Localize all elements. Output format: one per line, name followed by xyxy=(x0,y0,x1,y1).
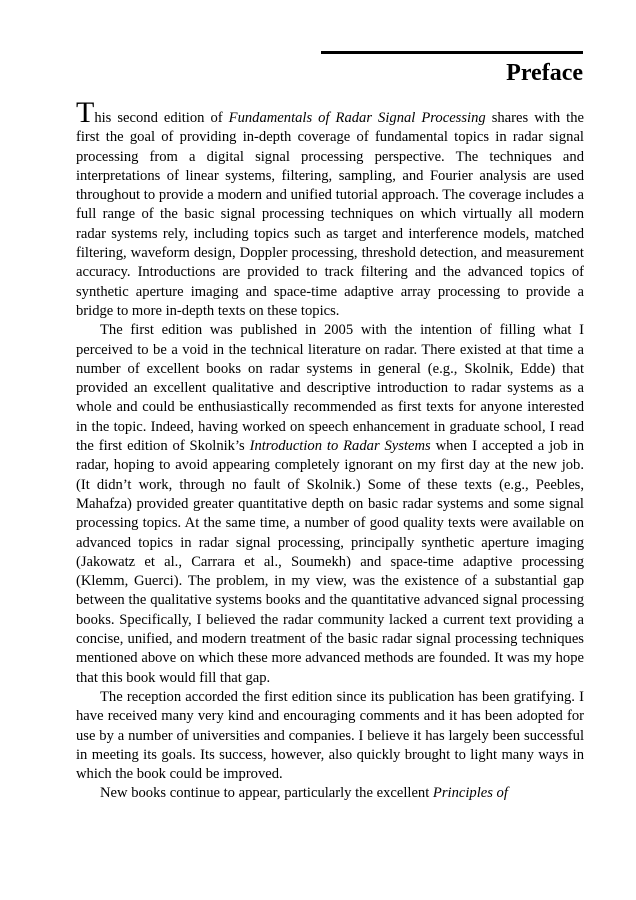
paragraph-text: when I accepted a job in radar, hoping to avoid appearing completely ignorant on my first day at the new job. (It didn’t work, through no fault of Skolnik.) Some of these texts (e.g., Peebles, Mahafza) provided greater quantitative depth on basic radar systems and some signal processing topics. At the same time, a number of good quality texts were available on advanced topics in radar signal processing, principally synthetic aperture imaging (Jakowatz et al., Carrara et al., Soumekh) and space-time adaptive processing (Klemm, Guerci). The problem, in my view, was the existence of a substantial gap between the qualitative systems books and the quantitative advanced signal processing books. Specifically, I believed the radar community lacked a current text providing a concise, unified, and modern treatment of the basic radar signal processing techniques mentioned above on which these more advanced methods are founded. It was my hope that this book would fill that gap. xyxy=(76,438,585,686)
book-title: Fundamentals of Radar Signal Processing xyxy=(228,110,486,126)
paragraph-1 xyxy=(76,96,584,321)
paragraph-text: The first edition was published in 2005 with the intention of filling what I perceived to be a void in the technical literature on radar. There existed at that time a number of excellent books on radar systems in general (e.g., Skolnik, Edde) that provided an excellent qualitative and descriptive introduction to radar systems as a whole and could be enthusiastically recommended as first texts for anyone interested in the topic. Indeed, having worked on speech enhancement in graduate school, I read the first edition of Skolnik’s xyxy=(76,322,584,455)
book-title: Principles of xyxy=(432,785,508,802)
preface-body xyxy=(76,96,585,804)
paragraph-text: The reception accorded the first edition since its publication has been gratifying. I have received many very kind and encouraging comments and it has been adopted for use by a number of universities and companies. I believe it has largely been successful in meeting its goals. Its success, however, also quickly brought to light many ways in which the book could be improved. xyxy=(76,688,584,783)
paragraph-4 xyxy=(76,784,584,803)
heading-rule xyxy=(321,51,583,54)
page-title: Preface xyxy=(506,60,583,86)
paragraph-2 xyxy=(76,321,584,688)
book-title: Introduction to Radar Systems xyxy=(249,438,431,455)
paragraph-3 xyxy=(76,688,584,784)
paragraph-text: his second edition of xyxy=(94,110,229,126)
drop-cap: T xyxy=(76,96,95,129)
paragraph-text: shares with the first the goal of providing in-depth coverage of fundamental topics in radar signal processing from a digital signal processing perspective. The techniques and interpretations of linear systems, filtering, sampling, and Fourier analysis are used throughout to provide a modern and unified tutorial approach. The coverage includes a full range of the basic signal processing techniques on which virtually all modern radar systems rely, including topics such as target and interference models, matched filtering, waveform design, Doppler processing, threshold detection, and measurement accuracy. Introductions are provided to track filtering and the advanced topics of synthetic aperture imaging and space-time adaptive array processing to provide a bridge to more in-depth texts on these topics. xyxy=(76,110,584,319)
paragraph-text: New books continue to appear, particularly the excellent xyxy=(100,785,433,802)
